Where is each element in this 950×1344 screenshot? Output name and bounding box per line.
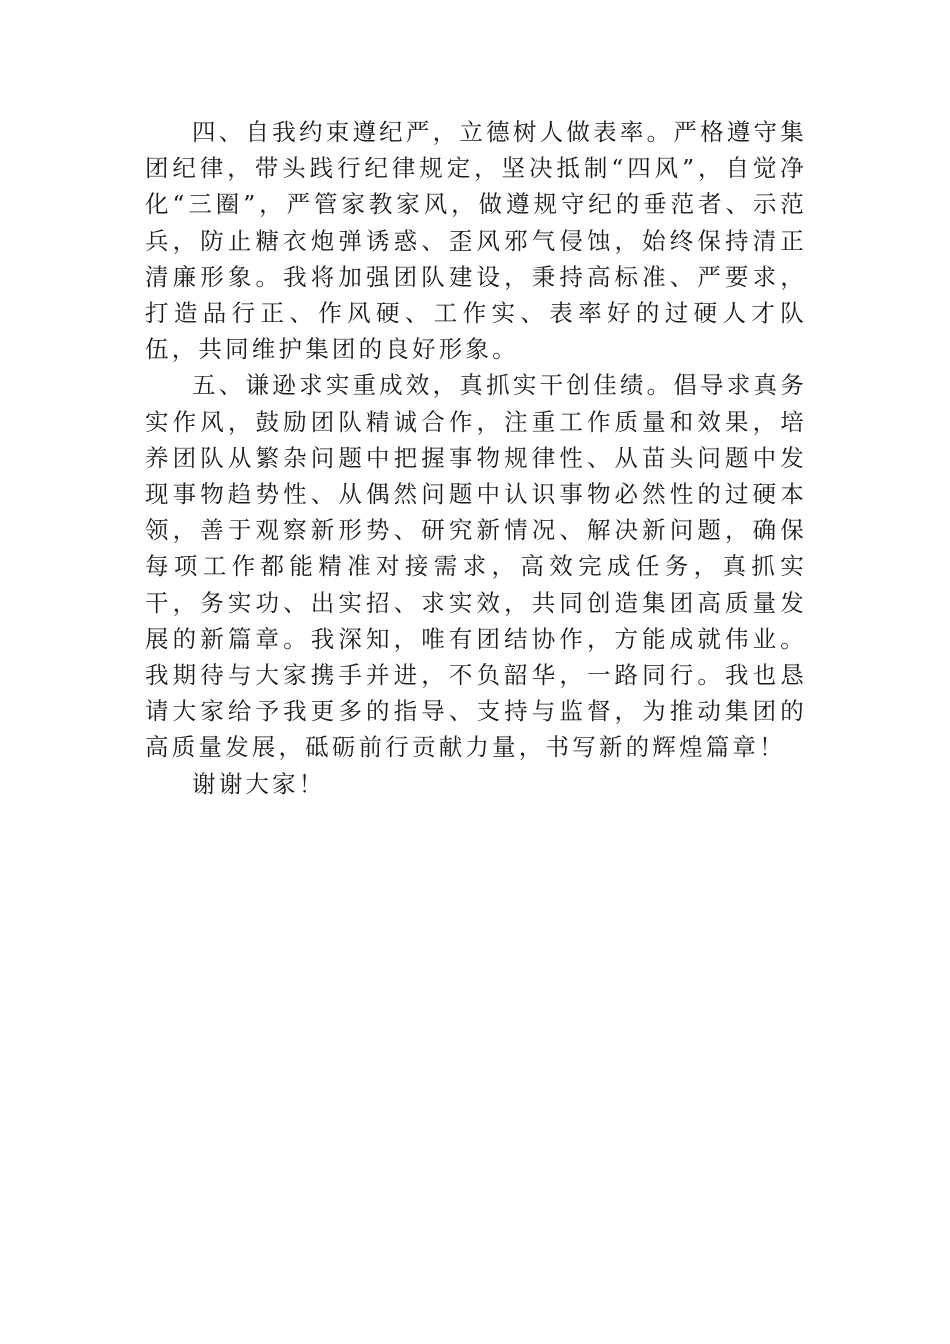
paragraph-five: 五、谦逊求实重成效，真抓实干创佳绩。倡导求真务实作风，鼓励团队精诚合作，注重工作质量和效果，培养团队从繁杂问题中把握事物规律性、从苗头问题中发现事物趋势性、从偶然问题中认识事物必然性的过硬本领，善于观察新形势、研究新情况、解决新问题，确保每项工作都能精准对接需求，高效完成任务，真抓实干，务实功、出实招、求实效，共同创造集团高质量发展的新篇章。我深知，唯有团结协作，方能成就伟业。我期待与大家携手并进，不负韶华，一路同行。我也恳请大家给予我更多的指导、支持与监督，为推动集团的高质量发展，砥砺前行贡献力量，书写新的辉煌篇章！ <box>145 371 807 762</box>
closing-remark: 谢谢大家！ <box>192 769 326 798</box>
document-body <box>145 114 807 802</box>
paragraph-four: 四、自我约束遵纪严，立德树人做表率。严格遵守集团纪律，带头践行纪律规定，坚决抵制“四风”，自觉净化“三圈”，严管家教家风，做遵规守纪的垂范者、示范兵，防止糖衣炮弹诱惑、歪风邪气侵蚀，始终保持清正清廉形象。我将加强团队建设，秉持高标准、严要求，打造品行正、作风硬、工作实、表率好的过硬人才队伍，共同维护集团的良好形象。 <box>145 118 807 364</box>
